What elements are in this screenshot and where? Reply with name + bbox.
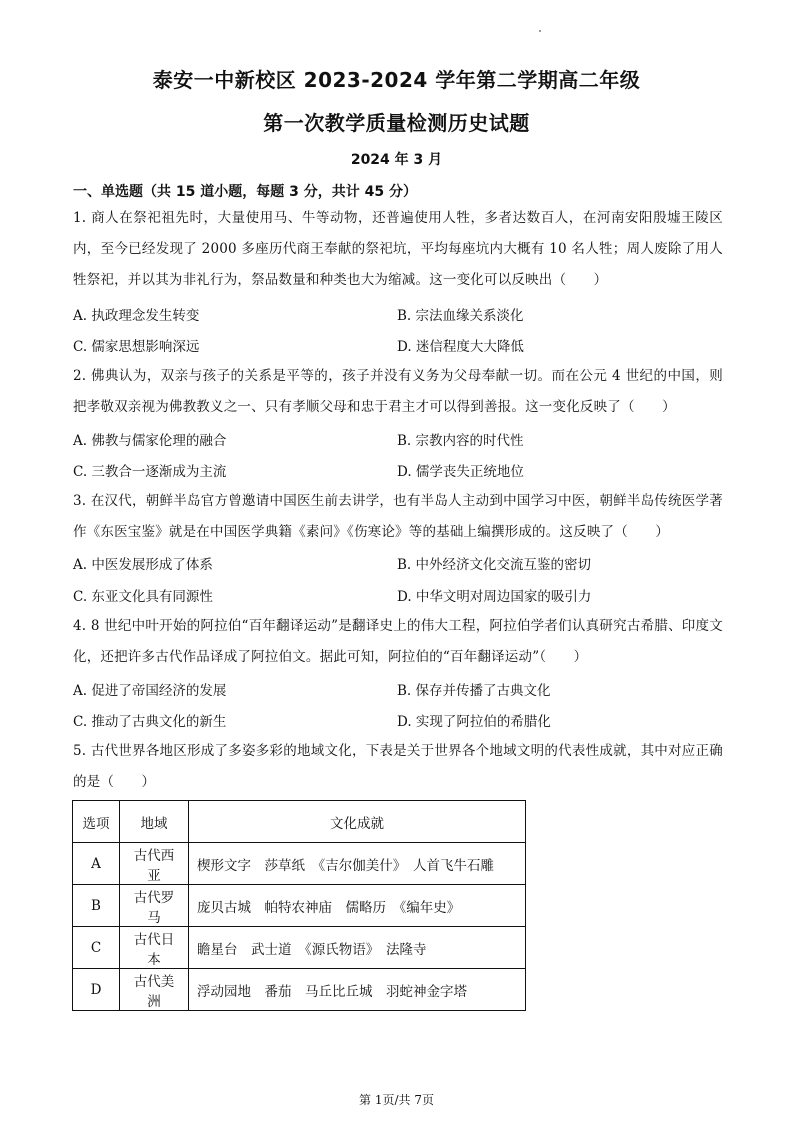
- question-1-option-a: A. 执政理念发生转变: [73, 308, 200, 324]
- question-3-option-c: C. 东亚文化具有同源性: [73, 589, 213, 605]
- page-footer: 第 1页/共 7页: [359, 1093, 434, 1107]
- section-heading: 一、单选题（共 15 道小题，每题 3 分，共计 45 分）: [73, 184, 417, 200]
- table-cell-option: A: [73, 843, 120, 885]
- table-row: [73, 927, 526, 969]
- table-cell-option: C: [73, 927, 120, 969]
- question-1-stem: 1. 商人在祭祀祖先时，大量使用马、牛等动物，还普遍使用人牲，多者达数百人，在河南安阳殷墟王陵区内，至今已经发现了 2000 多座历代商王奉献的祭祀坑，平均每座坑内大概有 10 名人牲；周人废除了用人牲祭祀，并以其为非礼行为，祭品数量和种类也大为缩减。这一变化可以反映出（ ）: [73, 210, 723, 288]
- table-cell-achievement: 楔形文字 莎草纸 《吉尔伽美什》 人首飞牛石雕: [189, 843, 526, 885]
- question-2-option-c: C. 三教合一逐渐成为主流: [73, 464, 227, 480]
- question-2-option-a: A. 佛教与儒家伦理的融合: [73, 433, 227, 449]
- question-1-option-b: B. 宗法血缘关系淡化: [397, 308, 524, 324]
- table-cell-region: 古代日本: [120, 927, 189, 969]
- table-row: [73, 885, 526, 927]
- question-3-option-b: B. 中外经济文化交流互鉴的密切: [397, 557, 592, 573]
- table-cell-region: 古代美洲: [120, 969, 189, 1011]
- table-header-region: 地域: [120, 801, 189, 843]
- question-2-option-b: B. 宗教内容的时代性: [397, 433, 524, 449]
- table-header-option: 选项: [73, 801, 120, 843]
- question-2-stem: 2. 佛典认为，双亲与孩子的关系是平等的，孩子并没有义务为父母奉献一切。而在公元 4 世纪的中国，则把孝敬双亲视为佛教教义之一、只有孝顺父母和忠于君主才可以得到善报。这一变化反映了（ ）: [73, 368, 723, 415]
- question-1-option-d: D. 迷信程度大大降低: [397, 339, 524, 355]
- exam-title-line2: 第一次教学质量检测历史试题: [263, 111, 530, 135]
- question-4-option-b: B. 保存并传播了古典文化: [397, 683, 551, 699]
- question-4-option-c: C. 推动了古典文化的新生: [73, 714, 227, 730]
- table-cell-achievement: 浮动园地 番茄 马丘比丘城 羽蛇神金字塔: [189, 969, 526, 1011]
- exam-title-line1: 泰安一中新校区 2023-2024 学年第二学期高二年级: [152, 68, 641, 92]
- table-cell-option: D: [73, 969, 120, 1011]
- table-cell-achievement: 瞻星台 武士道 《源氏物语》 法隆寺: [189, 927, 526, 969]
- question-4-option-a: A. 促进了帝国经济的发展: [73, 683, 227, 699]
- table-header-achievement: 文化成就: [189, 801, 526, 843]
- scan-dot: [539, 30, 541, 32]
- table-cell-option: B: [73, 885, 120, 927]
- question-4-option-d: D. 实现了阿拉伯的希腊化: [397, 714, 551, 730]
- question-5-stem: 5. 古代世界各地区形成了多姿多彩的地域文化，下表是关于世界各个地域文明的代表性成就，其中对应正确的是（ ）: [73, 743, 723, 790]
- question-1-option-c: C. 儒家思想影响深远: [73, 339, 200, 355]
- table-cell-region: 古代西亚: [120, 843, 189, 885]
- table-row: [73, 969, 526, 1011]
- exam-date: 2024 年 3 月: [350, 152, 443, 168]
- question-3-stem: 3. 在汉代，朝鲜半岛官方曾邀请中国医生前去讲学，也有半岛人主动到中国学习中医，朝鲜半岛传统医学著作《东医宝鉴》就是在中国医学典籍《素问》《伤寒论》等的基础上编撰形成的。这反映了（ ）: [73, 493, 723, 540]
- question-3-option-d: D. 中华文明对周边国家的吸引力: [397, 589, 592, 605]
- question-2-option-d: D. 儒学丧失正统地位: [397, 464, 524, 480]
- culture-table: [72, 800, 526, 1011]
- table-cell-region: 古代罗马: [120, 885, 189, 927]
- table-row: [73, 843, 526, 885]
- table-cell-achievement: 庞贝古城 帕特农神庙 儒略历 《编年史》: [189, 885, 526, 927]
- question-4-stem: 4. 8 世纪中叶开始的阿拉伯“百年翻译运动”是翻译史上的伟大工程，阿拉伯学者们认真研究古希腊、印度文化，还把许多古代作品译成了阿拉伯文。据此可知，阿拉伯的“百年翻译运动”（ ）: [73, 618, 723, 665]
- question-3-option-a: A. 中医发展形成了体系: [73, 557, 213, 573]
- table-header-row: [73, 801, 526, 843]
